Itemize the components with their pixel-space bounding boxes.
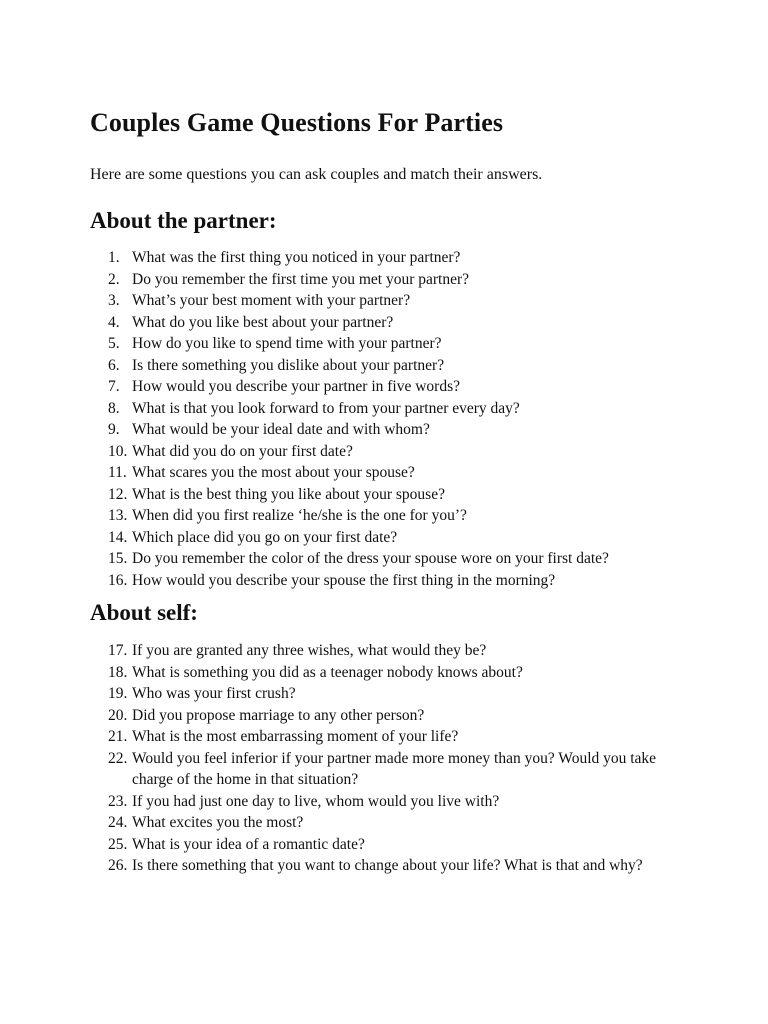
question-text: When did you first realize ‘he/she is the one for you’? [132,507,467,524]
question-number: 11. [108,464,127,481]
question-text: Do you remember the color of the dress your spouse wore on your first date? [132,550,609,567]
question-item [90,247,690,269]
question-text: How would you describe your partner in five words? [132,378,460,395]
question-text: What would be your ideal date and with whom? [132,421,430,438]
question-item [90,662,690,684]
question-number: 24. [108,814,128,831]
section-heading-partner: About the partner: [90,208,277,233]
question-number: 12. [108,485,128,503]
question-number: 22. [108,749,128,767]
question-text: Is there something you dislike about your partner? [132,356,445,374]
question-number: 26. [108,857,128,874]
question-text: What is the most embarrassing moment of your life? [132,728,459,745]
section-heading-self: About self: [90,600,198,625]
question-item [90,505,690,527]
question-item [90,419,690,441]
question-item [90,484,690,506]
question-item [90,355,690,377]
intro-paragraph: Here are some questions you can ask couples and match their answers. [90,166,543,183]
question-number: 19. [108,685,128,702]
question-item [90,748,690,791]
question-number: 4. [108,313,120,331]
question-text: What do you like best about your partner? [132,313,394,331]
question-item [90,791,690,813]
question-text: What is something you did as a teenager nobody knows about? [132,663,523,681]
question-number: 8. [108,399,120,417]
question-text: What excites you the most? [132,814,304,831]
question-item [90,855,690,877]
question-number: 5. [108,335,120,352]
question-number: 23. [108,792,128,810]
question-list-partner [90,247,690,591]
question-number: 10. [108,442,128,460]
question-number: 14. [108,528,128,546]
question-item [90,548,690,570]
document-title: Couples Game Questions For Parties [90,108,504,137]
question-text: How would you describe your spouse the first thing in the morning? [132,571,556,589]
question-number: 18. [108,663,128,681]
question-number: 15. [108,550,128,567]
question-number: 7. [108,378,120,395]
question-item [90,333,690,355]
question-item [90,398,690,420]
question-text: Is there something that you want to change about your life? What is that and why? [132,857,643,874]
question-item [90,812,690,834]
question-list-self [90,640,690,877]
question-item [90,269,690,291]
question-number: 25. [108,835,128,853]
question-item [90,834,690,856]
question-text: Did you propose marriage to any other person? [132,706,425,724]
document-page [90,104,690,877]
question-item [90,683,690,705]
question-number: 3. [108,292,120,309]
question-item [90,640,690,662]
question-item [90,376,690,398]
question-text: What scares you the most about your spouse? [132,464,415,481]
question-text: What is your idea of a romantic date? [132,835,365,853]
question-item [90,705,690,727]
question-number: 9. [108,421,120,438]
question-item [90,441,690,463]
question-text: What is that you look forward to from your partner every day? [132,399,520,417]
question-text: What was the first thing you noticed in your partner? [132,249,461,266]
question-text: Which place did you go on your first date? [132,528,398,546]
question-text: Do you remember the first time you met your partner? [132,270,470,288]
question-text: If you had just one day to live, whom would you live with? [132,792,500,810]
question-text: How do you like to spend time with your partner? [132,335,442,352]
question-text: Who was your first crush? [132,685,296,702]
question-item [90,726,690,748]
question-item [90,570,690,592]
question-text: What did you do on your first date? [132,442,353,460]
question-number: 20. [108,706,128,724]
question-number: 16. [108,571,128,589]
question-number: 6. [108,356,120,374]
question-item [90,290,690,312]
question-number: 17. [108,642,128,659]
question-number: 13. [108,507,128,524]
question-text: Would you feel inferior if your partner made more money than you? Would you take charge of the home in that situation? [132,749,657,788]
question-text: What’s your best moment with your partner? [132,292,411,309]
question-item [90,527,690,549]
question-item [90,312,690,334]
question-number: 21. [108,728,128,745]
question-item [90,462,690,484]
question-text: What is the best thing you like about your spouse? [132,485,445,503]
question-number: 2. [108,270,120,288]
question-text: If you are granted any three wishes, what would they be? [132,642,487,659]
question-number: 1. [108,249,120,266]
